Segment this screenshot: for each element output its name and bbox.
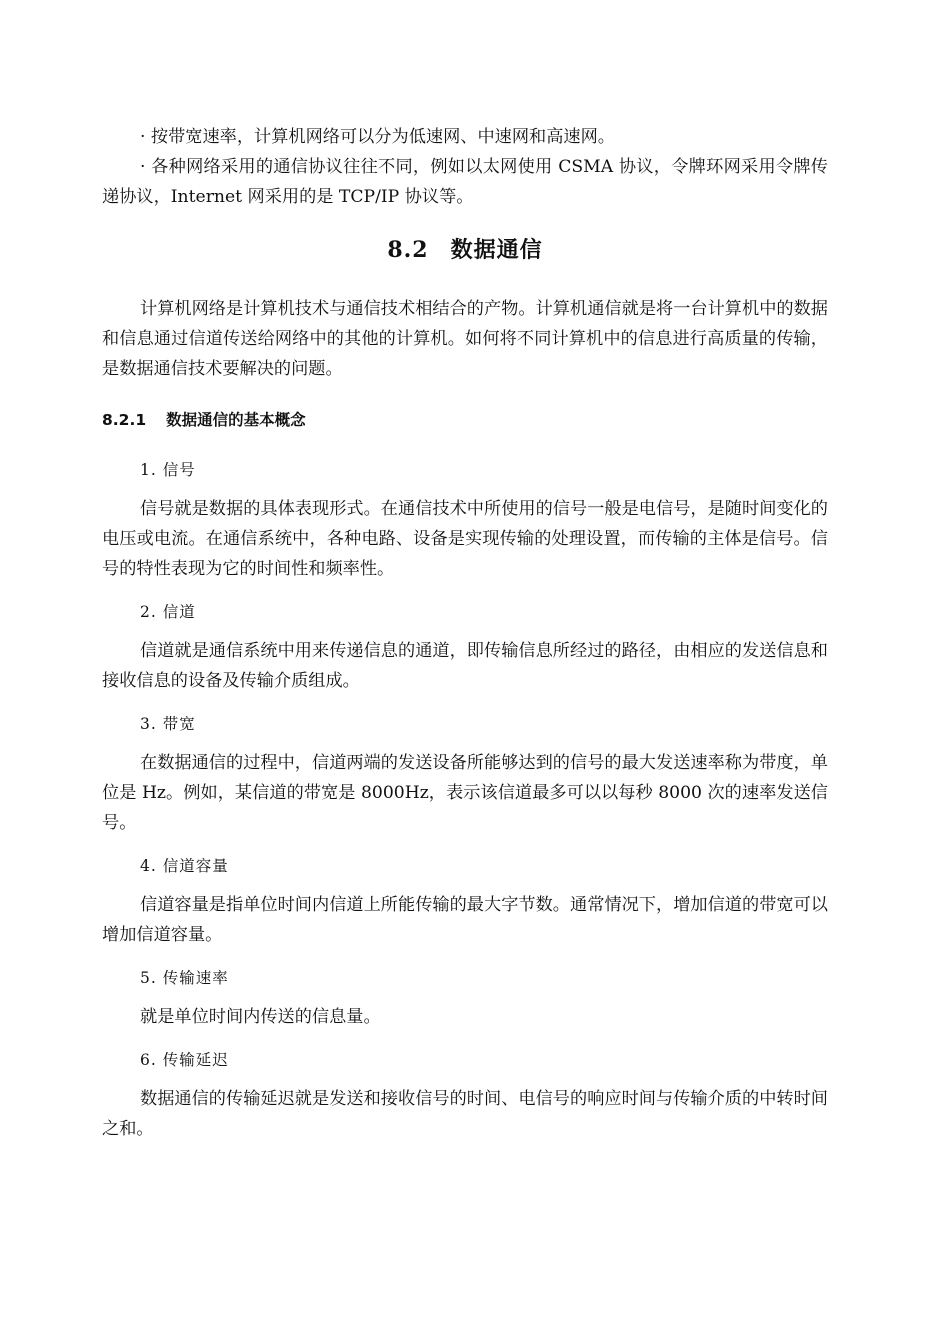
item-heading: [140, 456, 828, 484]
item-heading: [140, 964, 828, 992]
bullet-item: · 各种网络采用的通信协议往往不同，例如以太网使用 CSMA 协议，令牌环网采用令牌传递协议，Internet 网采用的是 TCP/IP 协议等。: [102, 157, 828, 207]
item-number: 4.: [140, 857, 157, 875]
subsection-number: 8.2.1: [102, 411, 147, 429]
item-heading: [140, 598, 828, 626]
item-paragraph: 数据通信的传输延迟就是发送和接收信号的时间、电信号的响应时间与传输介质的中转时间之和。: [102, 1089, 828, 1139]
item-heading: [140, 710, 828, 738]
section-title: 数据通信: [450, 237, 543, 263]
item-paragraph: 信道容量是指单位时间内信道上所能传输的最大字节数。通常情况下，增加信道的带宽可以增加信道容量。: [102, 895, 828, 945]
concept-item: [102, 964, 828, 1032]
item-paragraph: 在数据通信的过程中，信道两端的发送设备所能够达到的信号的最大发送速率称为带度，单位是 Hz。例如，某信道的带宽是 8000Hz，表示该信道最多可以以每秒 8000 次的速率发送信号。: [102, 753, 828, 833]
bullet-list: [102, 122, 828, 212]
section-heading: [102, 234, 828, 266]
bullet-item: · 按带宽速率，计算机网络可以分为低速网、中速网和高速网。: [140, 127, 615, 147]
subsection-title: 数据通信的基本概念: [166, 411, 306, 429]
concept-item: [102, 456, 828, 584]
item-number: 1.: [140, 461, 157, 479]
item-number: 6.: [140, 1051, 157, 1069]
section-number: 8.2: [387, 237, 429, 263]
item-heading: [140, 852, 828, 880]
intro-paragraph: 计算机网络是计算机技术与通信技术相结合的产物。计算机通信就是将一台计算机中的数据和信息通过信道传送给网络中的其他的计算机。如何将不同计算机中的信息进行高质量的传输，是数据通信技术要解决的问题。: [102, 299, 828, 379]
concept-item: [102, 1046, 828, 1144]
concept-item: [102, 598, 828, 696]
concept-item: [102, 852, 828, 950]
item-title: 信道: [162, 603, 196, 621]
item-paragraph: 就是单位时间内传送的信息量。: [140, 1007, 381, 1027]
item-title: 信号: [162, 461, 196, 479]
item-title: 传输速率: [162, 969, 229, 987]
document-page: [102, 122, 828, 1144]
item-paragraph: 信道就是通信系统中用来传递信息的通道，即传输信息所经过的路径，由相应的发送信息和接收信息的设备及传输介质组成。: [102, 641, 828, 691]
concept-item: [102, 710, 828, 838]
item-number: 3.: [140, 715, 157, 733]
item-title: 传输延迟: [162, 1051, 229, 1069]
subsection-heading: [102, 406, 828, 434]
item-number: 5.: [140, 969, 157, 987]
item-paragraph: 信号就是数据的具体表现形式。在通信技术中所使用的信号一般是电信号，是随时间变化的电压或电流。在通信系统中，各种电路、设备是实现传输的处理设置，而传输的主体是信号。信号的特性表现为它的时间性和频率性。: [102, 499, 828, 579]
item-heading: [140, 1046, 828, 1074]
item-title: 带宽: [162, 715, 196, 733]
item-title: 信道容量: [162, 857, 229, 875]
item-number: 2.: [140, 603, 157, 621]
